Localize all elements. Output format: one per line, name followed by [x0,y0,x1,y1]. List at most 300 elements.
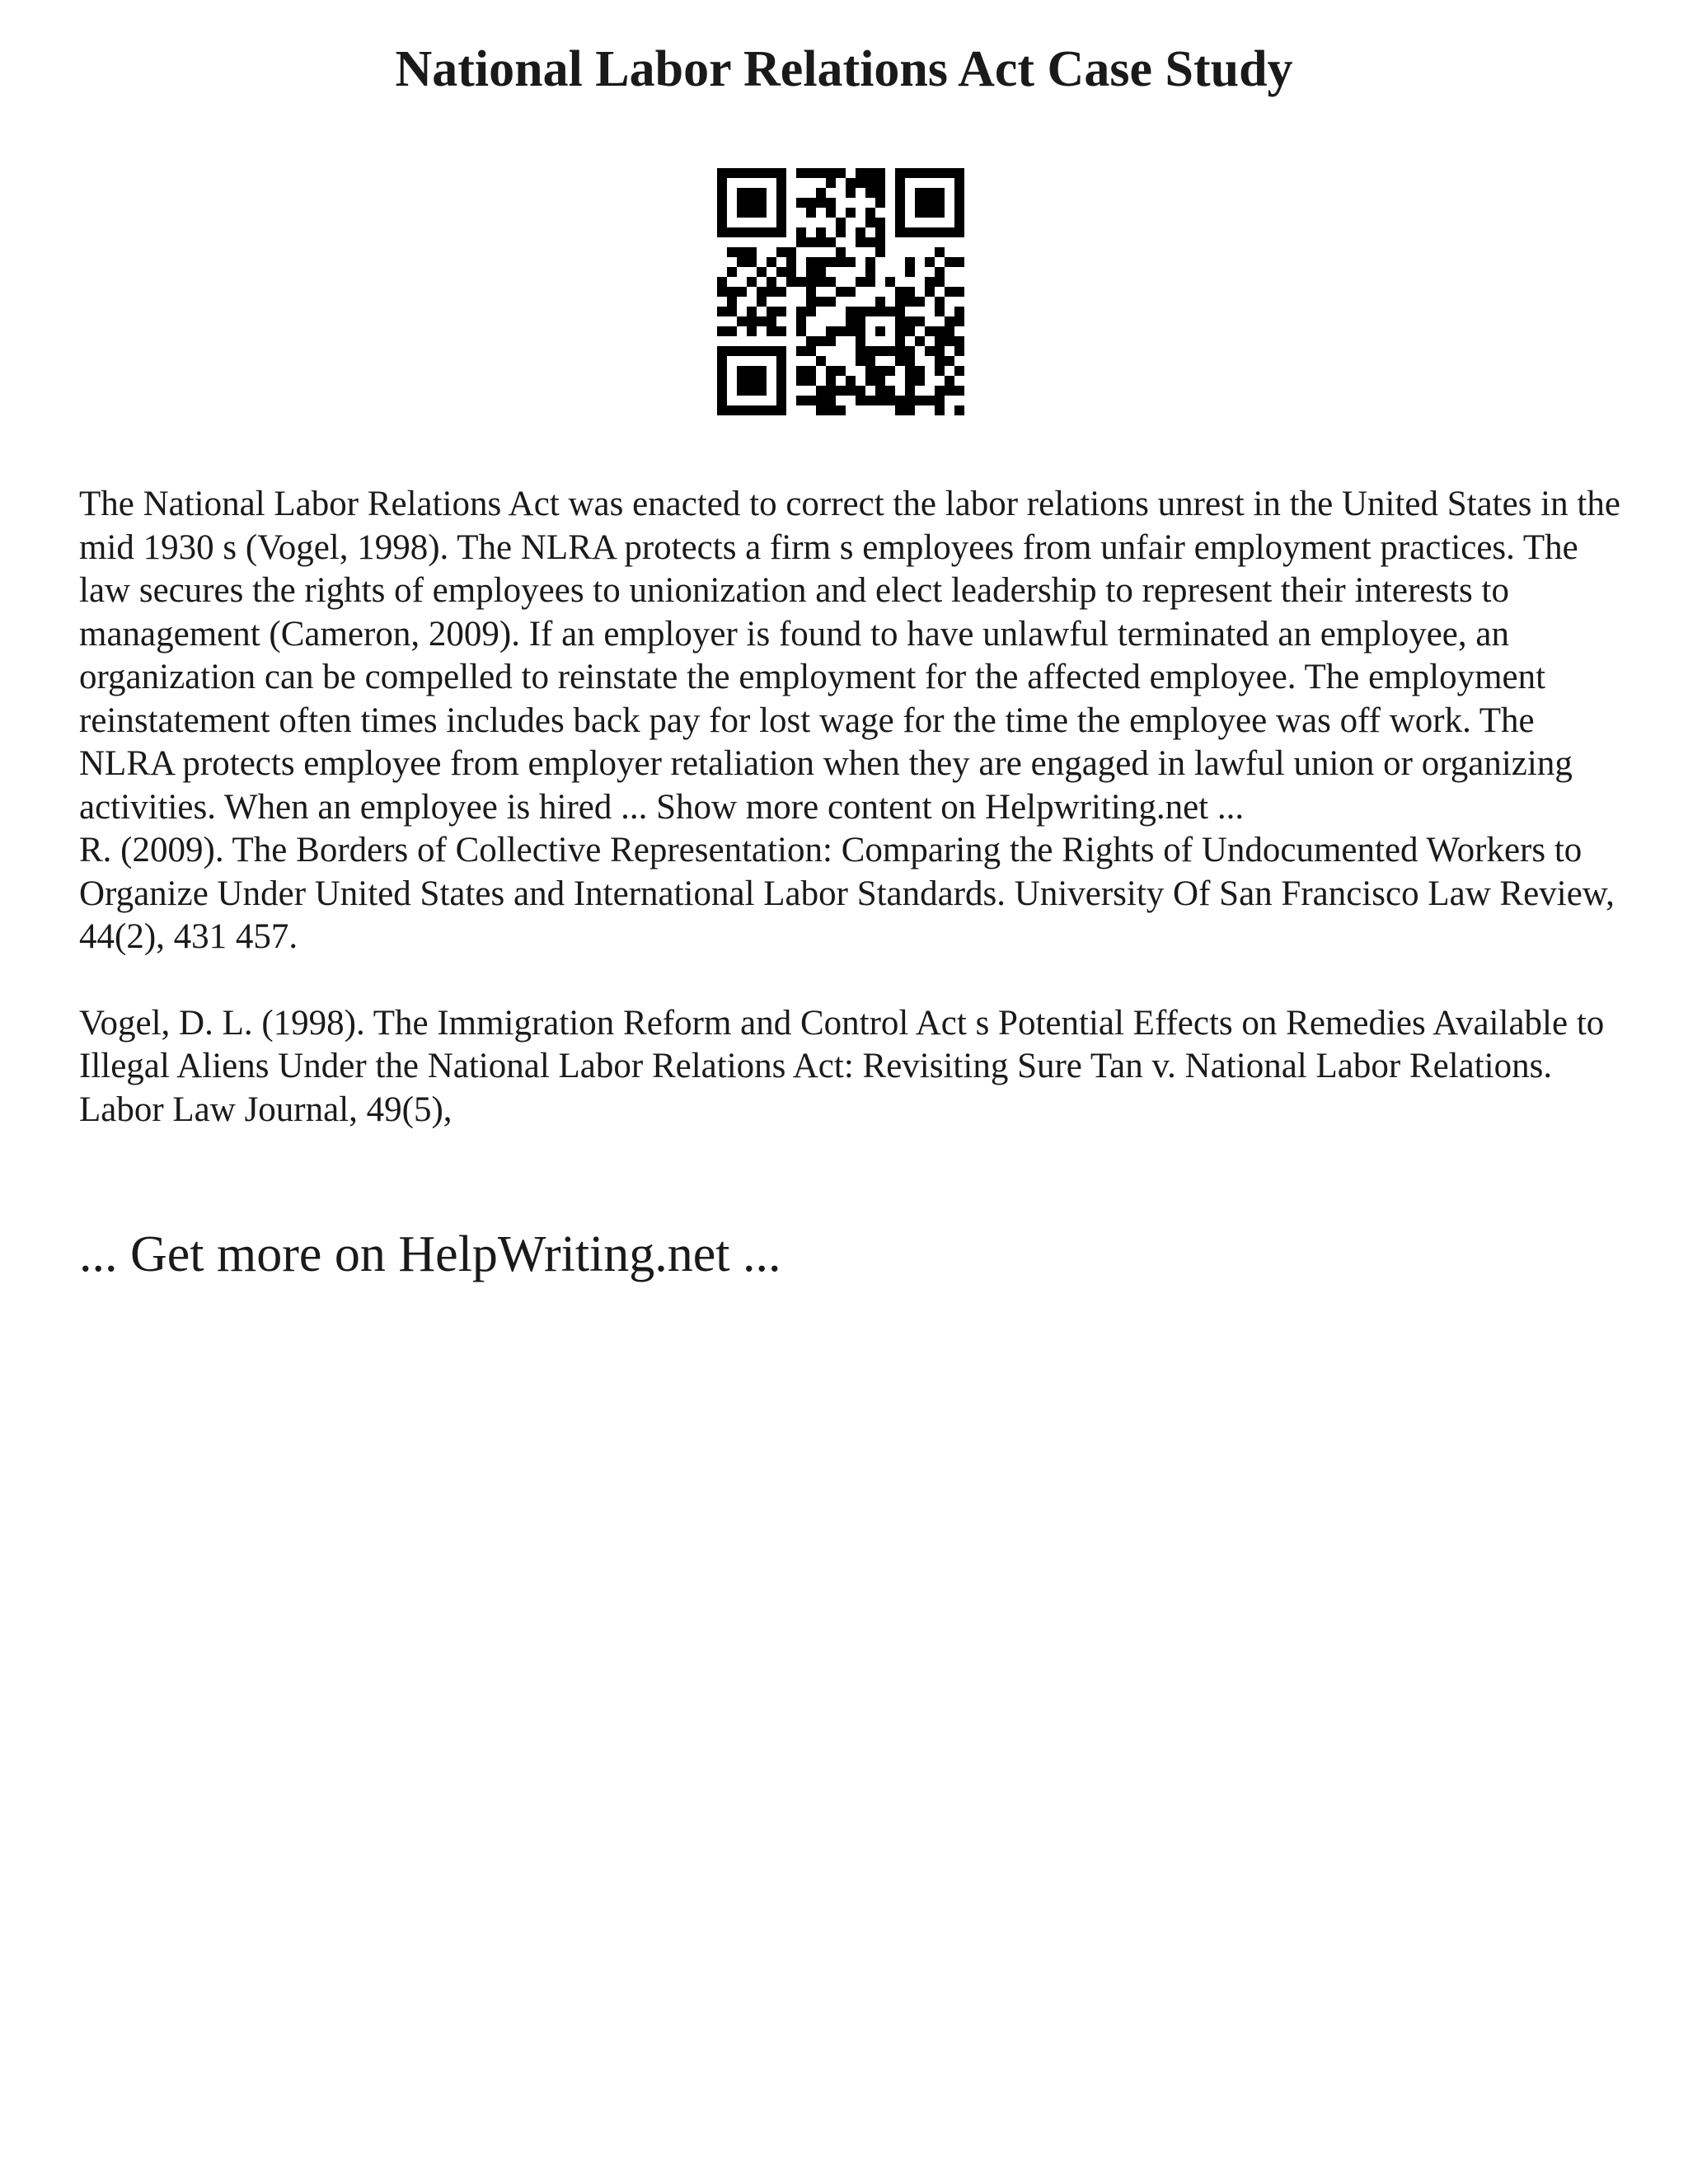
qr-module [905,257,915,267]
qr-module [915,227,925,237]
qr-module [737,198,747,208]
qr-module [806,336,816,346]
qr-module [776,376,786,386]
qr-module [806,376,816,386]
qr-module [717,277,727,287]
qr-module [747,198,757,208]
qr-module [945,168,954,178]
qr-module [895,297,905,307]
qr-module [806,396,816,405]
qr-module [767,168,776,178]
qr-module [747,366,757,376]
qr-module [826,208,836,218]
qr-module [895,316,905,326]
qr-module [737,227,747,237]
qr-module [875,168,885,178]
qr-module [915,366,925,376]
qr-module [875,386,885,396]
qr-module [806,208,816,218]
qr-module [776,386,786,396]
qr-module [767,405,776,415]
qr-module [717,188,727,198]
qr-module [816,188,826,198]
qr-module [895,346,905,356]
qr-module [747,376,757,386]
qr-module [796,307,806,316]
qr-module [865,208,875,218]
qr-module [895,287,905,297]
qr-module [935,168,945,178]
qr-module [875,198,885,208]
qr-module [915,208,925,218]
qr-module [865,356,875,366]
qr-module [767,307,776,316]
qr-module [826,277,836,287]
qr-module [737,257,747,267]
qr-module [826,198,836,208]
qr-module [875,396,885,405]
qr-module [905,326,915,336]
qr-module [905,227,915,237]
qr-module [836,168,846,178]
qr-module [717,356,727,366]
qr-module [796,168,806,178]
qr-module [865,168,875,178]
qr-module [776,178,786,188]
qr-module [856,307,865,316]
qr-module [717,396,727,405]
qr-module [895,405,905,415]
qr-module [865,346,875,356]
page-title: National Labor Relations Act Case Study [395,41,1293,97]
qr-module [905,396,915,405]
qr-module [806,267,816,277]
get-more-link[interactable]: ... Get more on HelpWriting.net ... [79,1226,781,1282]
qr-module [717,376,727,386]
qr-module [856,178,865,188]
qr-module [875,307,885,316]
qr-module [875,237,885,247]
qr-module [865,376,875,386]
qr-module [915,198,925,208]
qr-module [836,366,846,376]
qr-module [727,405,737,415]
qr-module [717,168,727,178]
qr-module [875,247,885,257]
qr-module [875,326,885,336]
qr-module [816,396,826,405]
qr-module [945,257,954,267]
qr-module [875,227,885,237]
qr-module [935,336,945,346]
qr-module [767,257,776,267]
qr-module [776,307,786,316]
qr-module [806,287,816,297]
qr-module [895,307,905,316]
qr-module [717,326,727,336]
qr-module [836,405,846,415]
qr-module [816,168,826,178]
qr-module [925,287,935,297]
qr-module [826,376,836,386]
qr-module [905,405,915,415]
qr-module [895,326,905,336]
qr-module [846,208,856,218]
qr-module [846,307,856,316]
qr-module [905,168,915,178]
qr-module [875,218,885,227]
qr-module [806,307,816,316]
qr-module [747,405,757,415]
qr-module [717,178,727,188]
qr-module [935,198,945,208]
qr-module [806,297,816,307]
qr-module [776,227,786,237]
qr-module [796,237,806,247]
qr-module [856,386,865,396]
qr-module [717,346,727,356]
qr-module [856,396,865,405]
qr-module [954,208,964,218]
qr-module [865,267,875,277]
qr-module [935,346,945,356]
qr-module [816,386,826,396]
qr-module [737,366,747,376]
qr-module [727,297,737,307]
qr-module [776,396,786,405]
qr-module [954,218,964,227]
paragraph-spacer [79,959,1629,1002]
qr-module [796,227,806,237]
qr-module [954,287,964,297]
qr-module [826,297,836,307]
qr-module [796,396,806,405]
qr-module [767,227,776,237]
qr-module [747,257,757,267]
qr-module [925,168,935,178]
qr-module [846,386,856,396]
qr-module [717,287,727,297]
qr-module [747,247,757,257]
qr-module [915,336,925,346]
qr-module [856,336,865,346]
qr-module [954,336,964,346]
qr-module [935,227,945,237]
reference-cameron: R. (2009). The Borders of Collective Representation: Comparing the Rights of Undocumented Workers to Organize Under United States and International Labor Standards. University Of San Francisco Law Review, 44(2), 431 457. [79,831,1615,956]
qr-module [846,376,856,386]
qr-module [727,287,737,297]
qr-module [767,287,776,297]
qr-module [737,188,747,198]
qr-module [757,376,767,386]
qr-module [737,386,747,396]
qr-code-graphic [717,168,964,415]
qr-module [885,386,895,396]
qr-module [786,247,796,257]
qr-module [737,247,747,257]
qr-module [925,326,935,336]
qr-module [935,356,945,366]
qr-module [757,297,767,307]
qr-module [954,257,964,267]
qr-module [747,277,757,287]
qr-module [954,227,964,237]
qr-module [846,287,856,297]
qr-module [747,307,757,316]
qr-module [905,356,915,366]
qr-module [895,336,905,346]
qr-module [826,396,836,405]
qr-module [846,178,856,188]
qr-module [836,218,846,227]
qr-module [954,316,964,326]
qr-module [935,366,945,376]
qr-module [816,267,826,277]
qr-module [737,376,747,386]
qr-module [895,168,905,178]
qr-module [737,316,747,326]
qr-module [776,198,786,208]
qr-module [826,326,836,336]
qr-module [846,316,856,326]
qr-module [796,376,806,386]
qr-module [747,386,757,396]
qr-module [717,405,727,415]
qr-module [757,208,767,218]
qr-module [816,198,826,208]
qr-module [747,188,757,198]
qr-module [816,356,826,366]
qr-module [816,227,826,237]
qr-module [836,257,846,267]
qr-module [836,247,846,257]
qr-module [954,188,964,198]
qr-module [905,297,915,307]
qr-module [717,386,727,396]
qr-module [935,396,945,405]
qr-module [905,316,915,326]
qr-module [865,178,875,188]
qr-module [816,405,826,415]
qr-module [767,316,776,326]
qr-module [945,336,954,346]
qr-module [954,405,964,415]
qr-module [776,356,786,366]
qr-module [786,277,796,287]
qr-module [856,227,865,237]
qr-module [776,208,786,218]
qr-module [905,287,915,297]
qr-module [935,277,945,287]
qr-module [826,405,836,415]
qr-module [895,208,905,218]
qr-module [895,198,905,208]
qr-module [806,346,816,356]
qr-module [826,366,836,376]
qr-module [776,326,786,336]
qr-module [776,168,786,178]
qr-module [776,247,786,257]
qr-module [717,307,727,316]
qr-module [757,188,767,198]
qr-module [737,287,747,297]
qr-module [776,287,786,297]
qr-module [865,237,875,247]
qr-module [757,198,767,208]
qr-module [727,267,737,277]
qr-module [776,188,786,198]
qr-module [895,188,905,198]
qr-module [796,366,806,376]
qr-module [796,277,806,287]
qr-module [786,267,796,277]
qr-module [776,346,786,356]
qr-module [747,227,757,237]
qr-module [905,267,915,277]
qr-module [717,227,727,237]
qr-module [856,237,865,247]
qr-module [905,366,915,376]
qr-module [875,188,885,198]
qr-module [945,316,954,326]
document-body [79,483,1629,1132]
qr-module [757,227,767,237]
body-paragraph: The National Labor Relations Act was enacted to correct the labor relations unrest in the United States in the mid 1930 s (Vogel, 1998). The NLRA protects a firm s employees from unfair employment practices. The law secures the rights of employees to unionization and elect leadership to represent their interests to management (Cameron, 2009). If an employer is found to have unlawful terminated an employee, an organization can be compelled to reinstate the employment for the affected employee. The employment reinstatement often times includes back pay for lost wage for the time the employee was off work. The NLRA protects employee from employer retaliation when they are engaged in lawful union or organizing activities. When an employee is hired ... Show more content on Helpwriting.net ... [79,485,1620,827]
qr-module [875,346,885,356]
qr-module [757,316,767,326]
qr-module [826,168,836,178]
qr-module [865,366,875,376]
qr-module [816,336,826,346]
qr-module [954,198,964,208]
qr-module [757,267,767,277]
qr-module [826,178,836,188]
qr-code-icon[interactable] [717,168,964,415]
qr-module [935,188,945,198]
qr-module [895,227,905,237]
qr-module [865,277,875,287]
qr-module [806,198,816,208]
qr-module [796,326,806,336]
qr-module [885,277,895,287]
qr-module [747,168,757,178]
qr-module [757,405,767,415]
qr-module [767,277,776,287]
qr-module [846,188,856,198]
qr-module [757,366,767,376]
qr-module [776,218,786,227]
qr-module [717,218,727,227]
qr-module [747,316,757,326]
qr-module [875,178,885,188]
qr-module [806,257,816,267]
qr-module [925,208,935,218]
qr-module [717,366,727,376]
qr-module [856,277,865,287]
qr-module [954,168,964,178]
qr-module [865,218,875,227]
qr-module [816,277,826,287]
qr-module [727,247,737,257]
qr-module [826,336,836,346]
qr-module [935,386,945,396]
qr-module [954,346,964,356]
qr-module [865,188,875,198]
qr-module [846,326,856,336]
qr-module [885,396,895,405]
qr-module [767,326,776,336]
qr-module [915,316,925,326]
qr-module [905,376,915,386]
qr-module [816,257,826,267]
qr-module [767,346,776,356]
qr-module [905,386,915,396]
qr-module [856,346,865,356]
qr-module [757,386,767,396]
qr-module [945,356,954,366]
qr-module [935,247,945,257]
qr-module [757,287,767,297]
qr-module [925,198,935,208]
qr-module [945,386,954,396]
qr-module [875,376,885,386]
qr-module [757,168,767,178]
qr-module [816,297,826,307]
qr-module [717,208,727,218]
qr-module [836,227,846,237]
qr-module [954,386,964,396]
qr-module [737,346,747,356]
qr-module [776,405,786,415]
qr-module [935,208,945,218]
qr-module [806,168,816,178]
qr-module [727,326,737,336]
qr-module [786,257,796,267]
qr-module [865,257,875,267]
qr-module [806,277,816,287]
qr-module [954,307,964,316]
qr-module [776,366,786,376]
qr-module [945,227,954,237]
qr-module [925,227,935,237]
qr-module [727,346,737,356]
qr-module [747,346,757,356]
qr-module [836,386,846,396]
qr-module [826,237,836,247]
qr-module [757,346,767,356]
qr-module [915,297,925,307]
qr-module [816,237,826,247]
qr-module [747,208,757,218]
qr-module [925,396,935,405]
qr-module [885,366,895,376]
qr-module [856,316,865,326]
qr-module [915,396,925,405]
qr-module [727,307,737,316]
qr-module [865,307,875,316]
qr-module [954,366,964,376]
qr-module [836,287,846,297]
qr-module [856,326,865,336]
reference-vogel: Vogel, D. L. (1998). The Immigration Reform and Control Act s Potential Effects on Remedies Available to Illegal Aliens Under the National Labor Relations Act: Revisiting Sure Tan v. National Labor Relations. Labor Law Journal, 49(5), [79,1003,1605,1129]
qr-module [945,376,954,386]
qr-module [875,297,885,307]
qr-module [895,356,905,366]
qr-module [905,346,915,356]
qr-module [737,208,747,218]
qr-module [935,307,945,316]
qr-module [717,198,727,208]
